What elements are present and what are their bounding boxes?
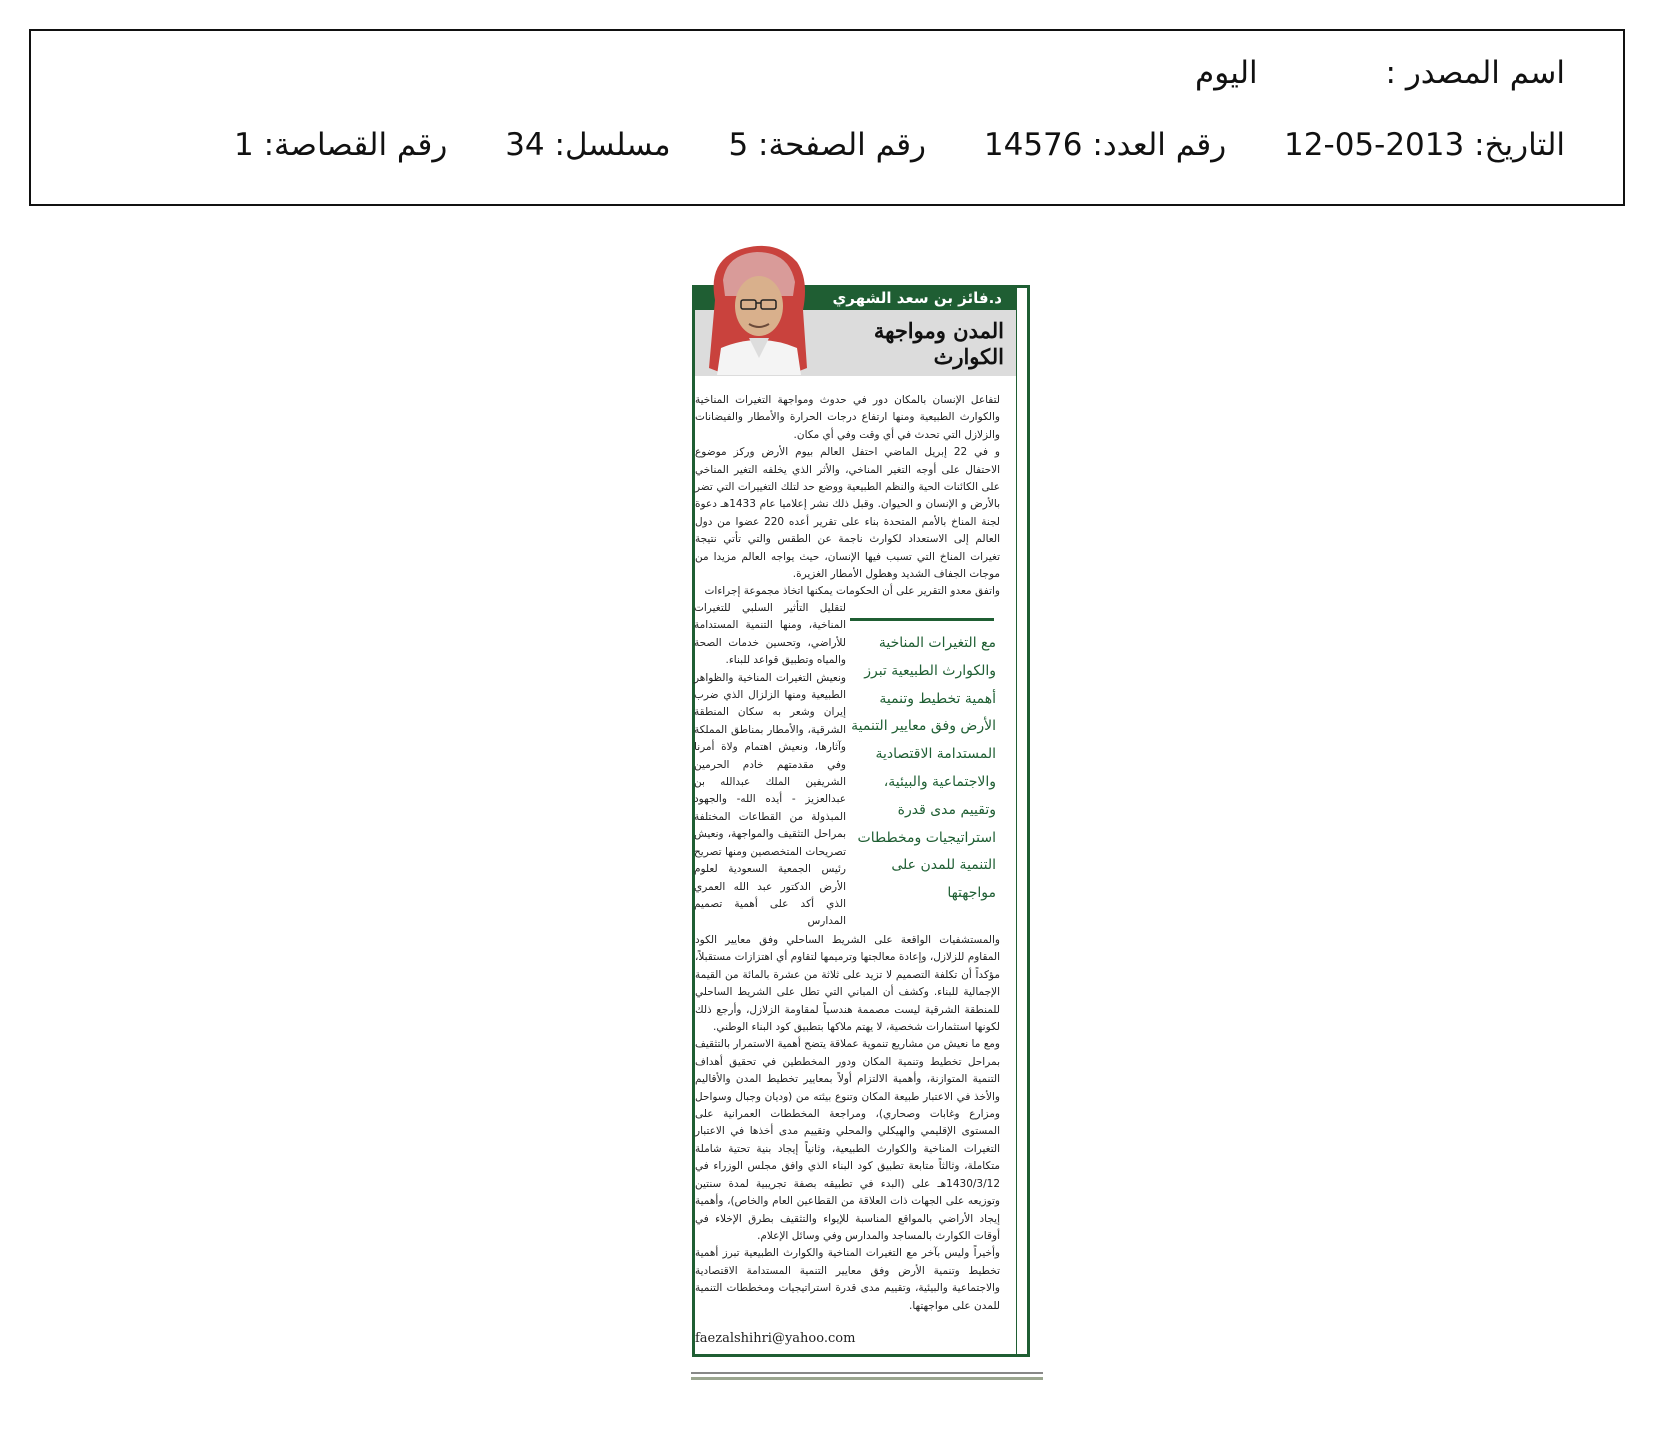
bottom-rule-thick: [691, 1377, 1043, 1380]
paragraph: و في 22 إبريل الماضي احتفل العالم بيوم الأرض وركز موضوع الاحتفال على أوجه التغير المناخي، والأثر الذي يخلفه التغير المناخي على الكائنات الحية والنظم الطبيعية ووضع حد لتلك التغييرات التي تضر بالأرض و الإنسان و الحيوان. وقبل ذلك نشر إعلاميا عام 1433هـ دعوة لجنة المناخ بالأمم المتحدة بناء على تقرير أعده 220 عضوا من دول العالم إلى الاستعداد لكوارث ناجمة عن الطقس والتي تأتي نتيجة تغيرات المناخ التي تسبب فيها الإنسان، حيث يواجه العالم مزيدا من موجات الجفاف الشديد وهطول الأمطار الغزيرة.: [695, 446, 1001, 581]
source-value: اليوم: [1195, 55, 1258, 91]
article-body-column: [694, 600, 846, 931]
details-row: [234, 127, 1565, 163]
paragraph: وأخيراً وليس بآخر مع التغيرات المناخية والكوارث الطبيعية تبرز أهمية تخطيط وتنمية الأرض وفق معايير التنمية المستدامة الاقتصادية والاجتماعية والبيئية، وتقييم مدى قدرة استراتيجيات ومخططات التنمية للمدن على مواجهتها.: [695, 1247, 1000, 1312]
bottom-rule: [691, 1372, 1043, 1374]
page-number-field: رقم الصفحة: 5: [728, 127, 927, 163]
pull-quote: مع التغيرات المناخية والكوارث الطبيعية تبرز أهمية تخطيط وتنمية الأرض وفق معايير التنمية المستدامة الاقتصادية والاجتماعية والبيئية، وتقييم مدى قدرة استراتيجيات ومخططات التنمية للمدن على مواجهتها: [851, 635, 996, 902]
paragraph: لتقليل التأثير السلبي للتغيرات المناخية، ومنها التنمية المستدامة للأراضي، وتحسين خدمات الصحة والمياه وتطبيق قواعد للبناء.: [694, 602, 846, 667]
article-body-bottom: [695, 932, 1000, 1315]
article-body-top: [695, 392, 1000, 601]
clip-number-field: رقم القصاصة: 1: [234, 127, 448, 163]
clipping-inner-frame: [695, 288, 1017, 1354]
serial-field: مسلسل: 34: [505, 127, 671, 163]
author-name: د.فائز بن سعد الشهري: [832, 289, 1002, 307]
paragraph: واتفق معدو التقرير على أن الحكومات يمكنها اتخاذ مجموعة إجراءات: [704, 585, 1000, 598]
paragraph: لتفاعل الإنسان بالمكان دور في حدوث ومواجهة التغيرات المناخية والكوارث الطبيعية ومنها ارتفاع درجات الحرارة والأمطار والفيضانات والزلازل التي تحدث في أي وقت وفي أي مكان.: [695, 394, 1000, 441]
newspaper-clipping: [692, 285, 1030, 1357]
issue-number-field: رقم العدد: 14576: [983, 127, 1227, 163]
author-email: faezalshihri@yahoo.com: [695, 1331, 856, 1346]
paragraph: والمستشفيات الواقعة على الشريط الساحلي وفق معايير الكود المقاوم للزلازل، وإعادة معالجتها وترميمها لتقاوم أي اهتزازات مستقبلاً، مؤكداً أن تكلفة التصميم لا تزيد على ثلاثة من عشرة بالمائة من القيمة الإجمالية للبناء. وكشف أن المباني التي تطل على الشريط الساحلي للمنطقة الشرقية ليست مصممة هندسياً لمقاومة الزلازل، وأرجع ذلك لكونها استثمارات شخصية، لا يهتم ملاكها بتطبيق كود البناء الوطني.: [695, 934, 1000, 1034]
source-row: [1195, 55, 1565, 91]
pull-quote-rule: [850, 618, 994, 621]
paragraph: ومع ما نعيش من مشاريع تنموية عملاقة يتضح أهمية الاستمرار بالتثقيف بمراحل تخطيط وتنمية المكان ودور المخططين في تحقيق أهداف التنمية المتوازنة، وأهمية الالتزام أولاً بمعايير تخطيط المدن والأقاليم والأخذ في الاعتبار طبيعة المكان وتنوع بيئته من (وديان وجبال وسواحل ومزارع وغابات وصحاري)، ومراجعة المخططات العمرانية على المستوى الإقليمي والهيكلي والمحلي وتقييم مدى أخذها في الاعتبار التغيرات المناخية والكوارث الطبيعية، وثانياً إيجاد بنية تحتية شاملة متكاملة، وثالثاً متابعة تطبيق كود البناء الذي وافق مجلس الوزراء في 1430/3/12هـ على (البدء في تطبيقه بصفة تجريبية لمدة سنتين وتوزيعه على الجهات ذات العلاقة من القطاعين العام والخاص)، وأهمية إيجاد الأراضي بالمواقع المناسبة للإيواء والتثقيف بطرق الإخلاء في أوقات الكوارث بالمساجد والمدارس وفي وسائل الإعلام.: [695, 1038, 1000, 1242]
source-label: اسم المصدر :: [1385, 55, 1565, 91]
date-field: التاريخ: 2013-05-12: [1284, 127, 1565, 163]
author-photo: [697, 240, 817, 375]
paragraph: ونعيش التغيرات المناخية والظواهر الطبيعية ومنها الزلزال الذي ضرب إيران وشعر به سكان المنطقة الشرقية، والأمطار بمناطق المملكة وآثارها، ونعيش اهتمام ولاة أمرنا وفي مقدمتهم خادم الحرمين الشريفين الملك عبدالله بن عبدالعزيز - أيده الله- والجهود المبذولة من القطاعات المختلفة بمراحل التثقيف والمواجهة، ونعيش تصريحات المتخصصين ومنها تصريح رئيس الجمعية السعودية لعلوم الأرض الدكتور عبد الله العمري الذي أكد على أهمية تصميم المدارس: [694, 671, 846, 928]
article-headline: المدن ومواجهة الكوارث: [873, 318, 1004, 369]
source-info-box: [29, 29, 1625, 206]
